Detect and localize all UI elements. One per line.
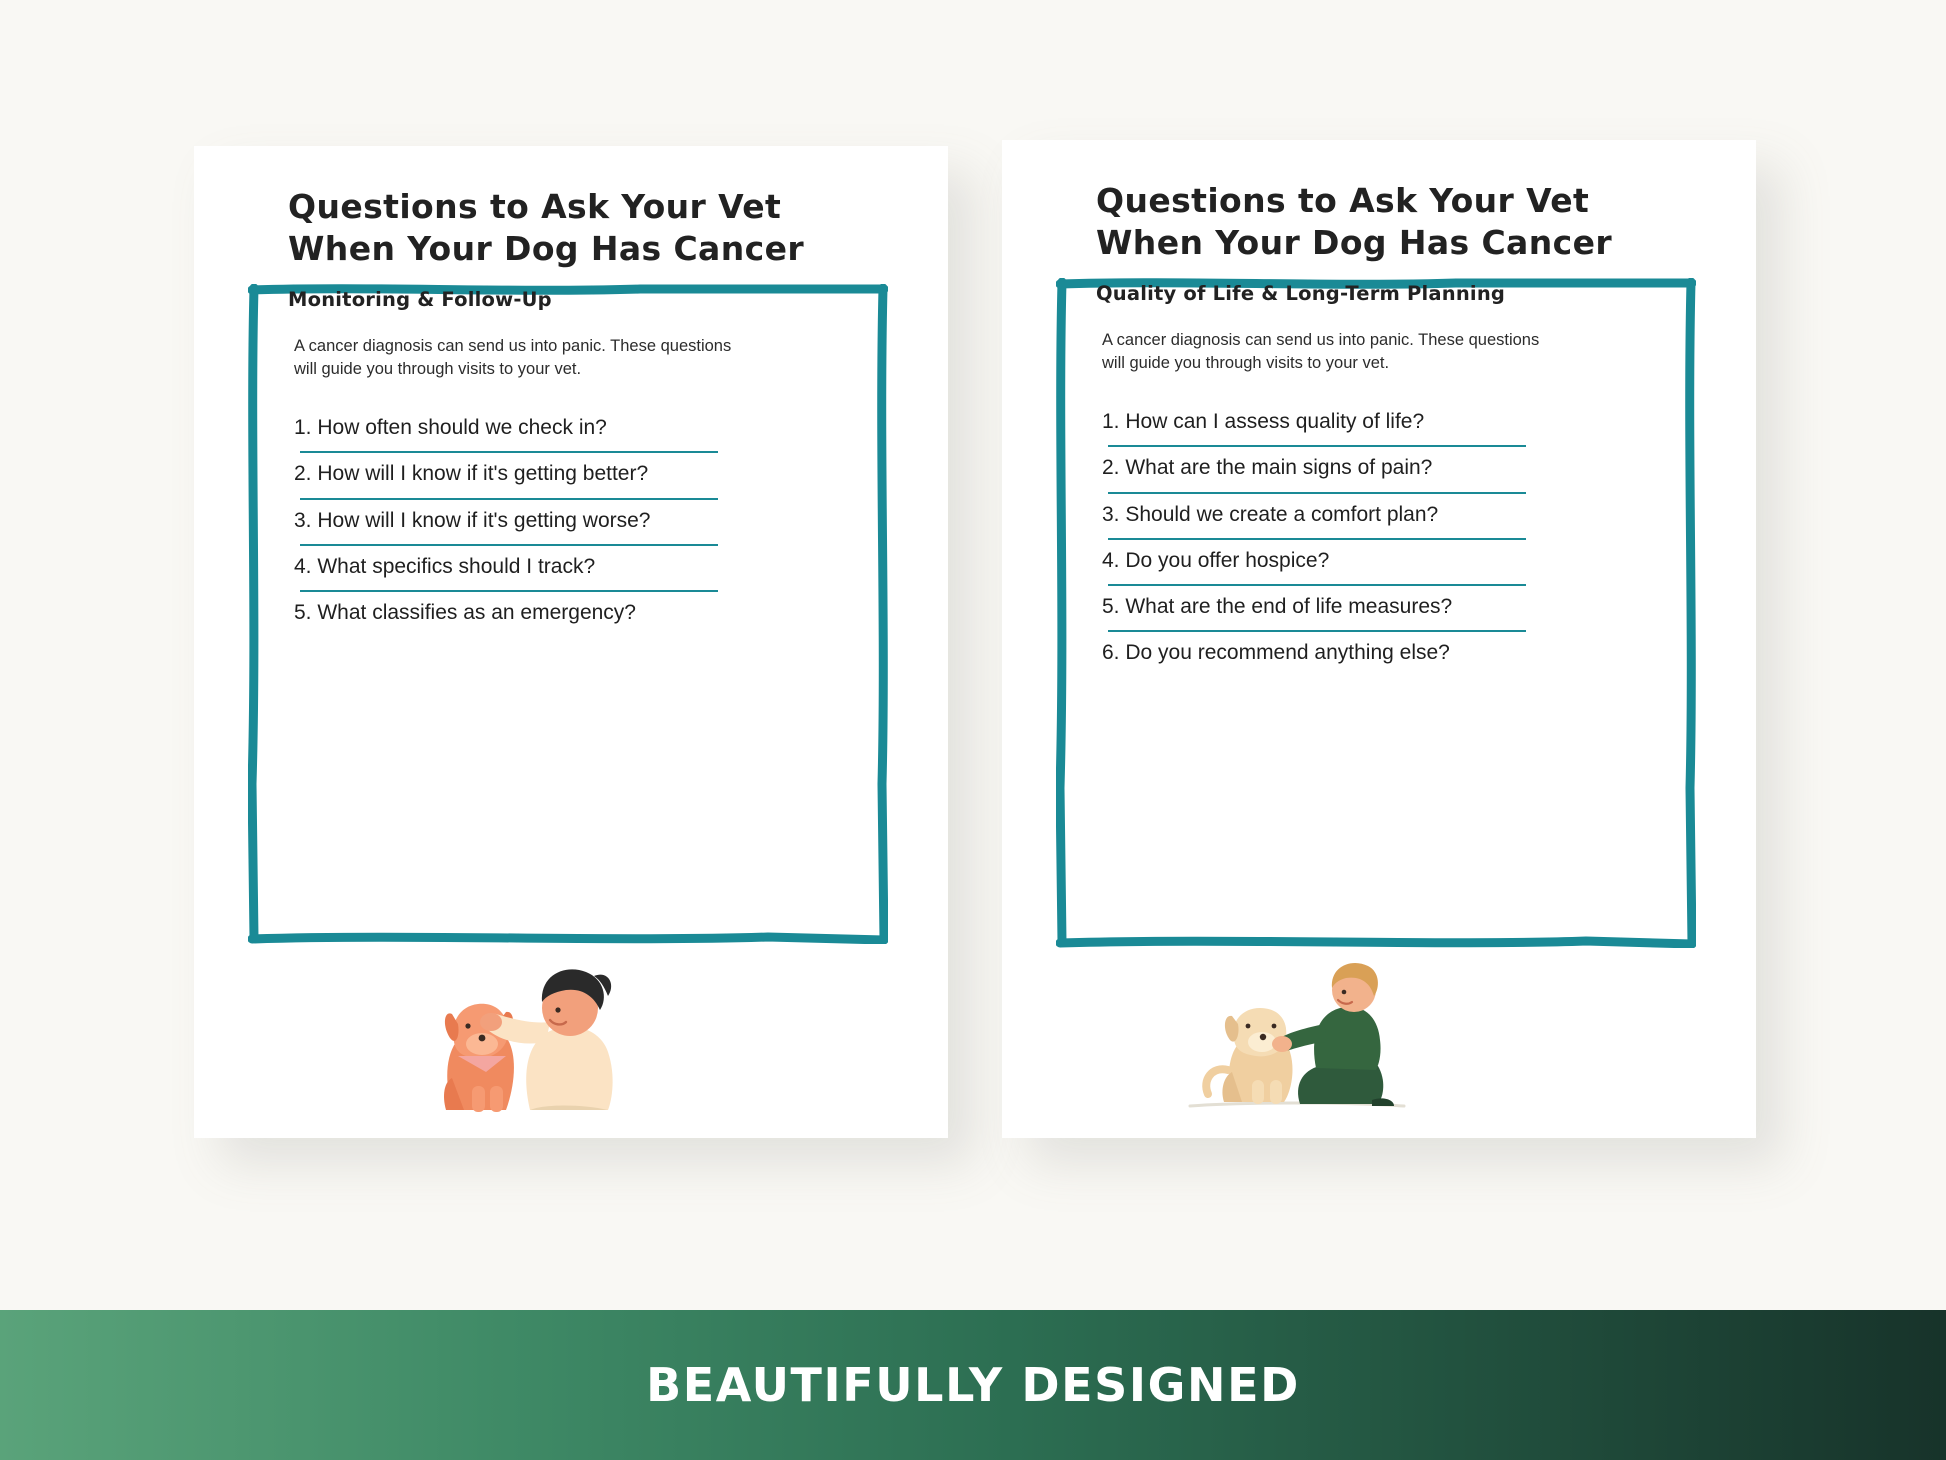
- banner-text: BEAUTIFULLY DESIGNED: [646, 1358, 1300, 1412]
- intro-paragraph: A cancer diagnosis can send us into panic. These questions will guide you through visits to your vet.: [1102, 331, 1540, 373]
- section-title: Quality of Life & Long-Term Planning: [1096, 282, 1506, 306]
- list-item: [1096, 540, 1676, 586]
- page-title: [246, 186, 896, 270]
- question-text: 1. How can I assess quality of life?: [1102, 410, 1425, 433]
- list-item: [1096, 494, 1676, 540]
- page-title-line-1: Questions to Ask Your Vet: [288, 187, 782, 226]
- worksheet-content-2: [1054, 282, 1704, 676]
- worksheet-content-1: [246, 288, 896, 636]
- list-item: [288, 453, 868, 499]
- question-text: 3. How will I know if it's getting worse?: [294, 508, 651, 532]
- question-list: [1096, 401, 1676, 677]
- question-text: 4. What specifics should I track?: [294, 554, 596, 578]
- intro-paragraph: A cancer diagnosis can send us into panic. These questions will guide you through visits to your vet.: [294, 337, 732, 379]
- list-item: [288, 407, 868, 453]
- page-title: [1054, 180, 1704, 264]
- worksheet-page-1: [194, 146, 948, 1138]
- question-text: 5. What classifies as an emergency?: [294, 601, 636, 624]
- list-item: [1096, 586, 1676, 632]
- question-text: 1. How often should we check in?: [294, 416, 607, 439]
- vet-kneeling-with-dog-icon: [1172, 920, 1422, 1120]
- question-text: 2. How will I know if it's getting better?: [294, 462, 649, 486]
- question-text: 6. Do you recommend anything else?: [1102, 641, 1450, 665]
- section-title: Monitoring & Follow-Up: [288, 288, 552, 312]
- page-title-line-2: When Your Dog Has Cancer: [288, 229, 805, 269]
- person-petting-dog-icon: [394, 910, 644, 1130]
- list-item: [288, 500, 868, 546]
- question-text: 4. Do you offer hospice?: [1102, 548, 1330, 572]
- page-title-line-1: Questions to Ask Your Vet: [1096, 181, 1590, 220]
- list-item: [1096, 401, 1676, 447]
- list-item: [288, 592, 868, 636]
- question-text: 5. What are the end of life measures?: [1102, 595, 1453, 618]
- question-text: 2. What are the main signs of pain?: [1102, 456, 1433, 480]
- list-item: [1096, 447, 1676, 493]
- question-list: [288, 407, 868, 636]
- worksheet-page-2: [1002, 140, 1756, 1138]
- footer-banner: [0, 1310, 1946, 1460]
- list-item: [288, 546, 868, 592]
- list-item: [1096, 632, 1676, 676]
- question-text: 3. Should we create a comfort plan?: [1102, 502, 1439, 526]
- page-title-line-2: When Your Dog Has Cancer: [1096, 223, 1613, 263]
